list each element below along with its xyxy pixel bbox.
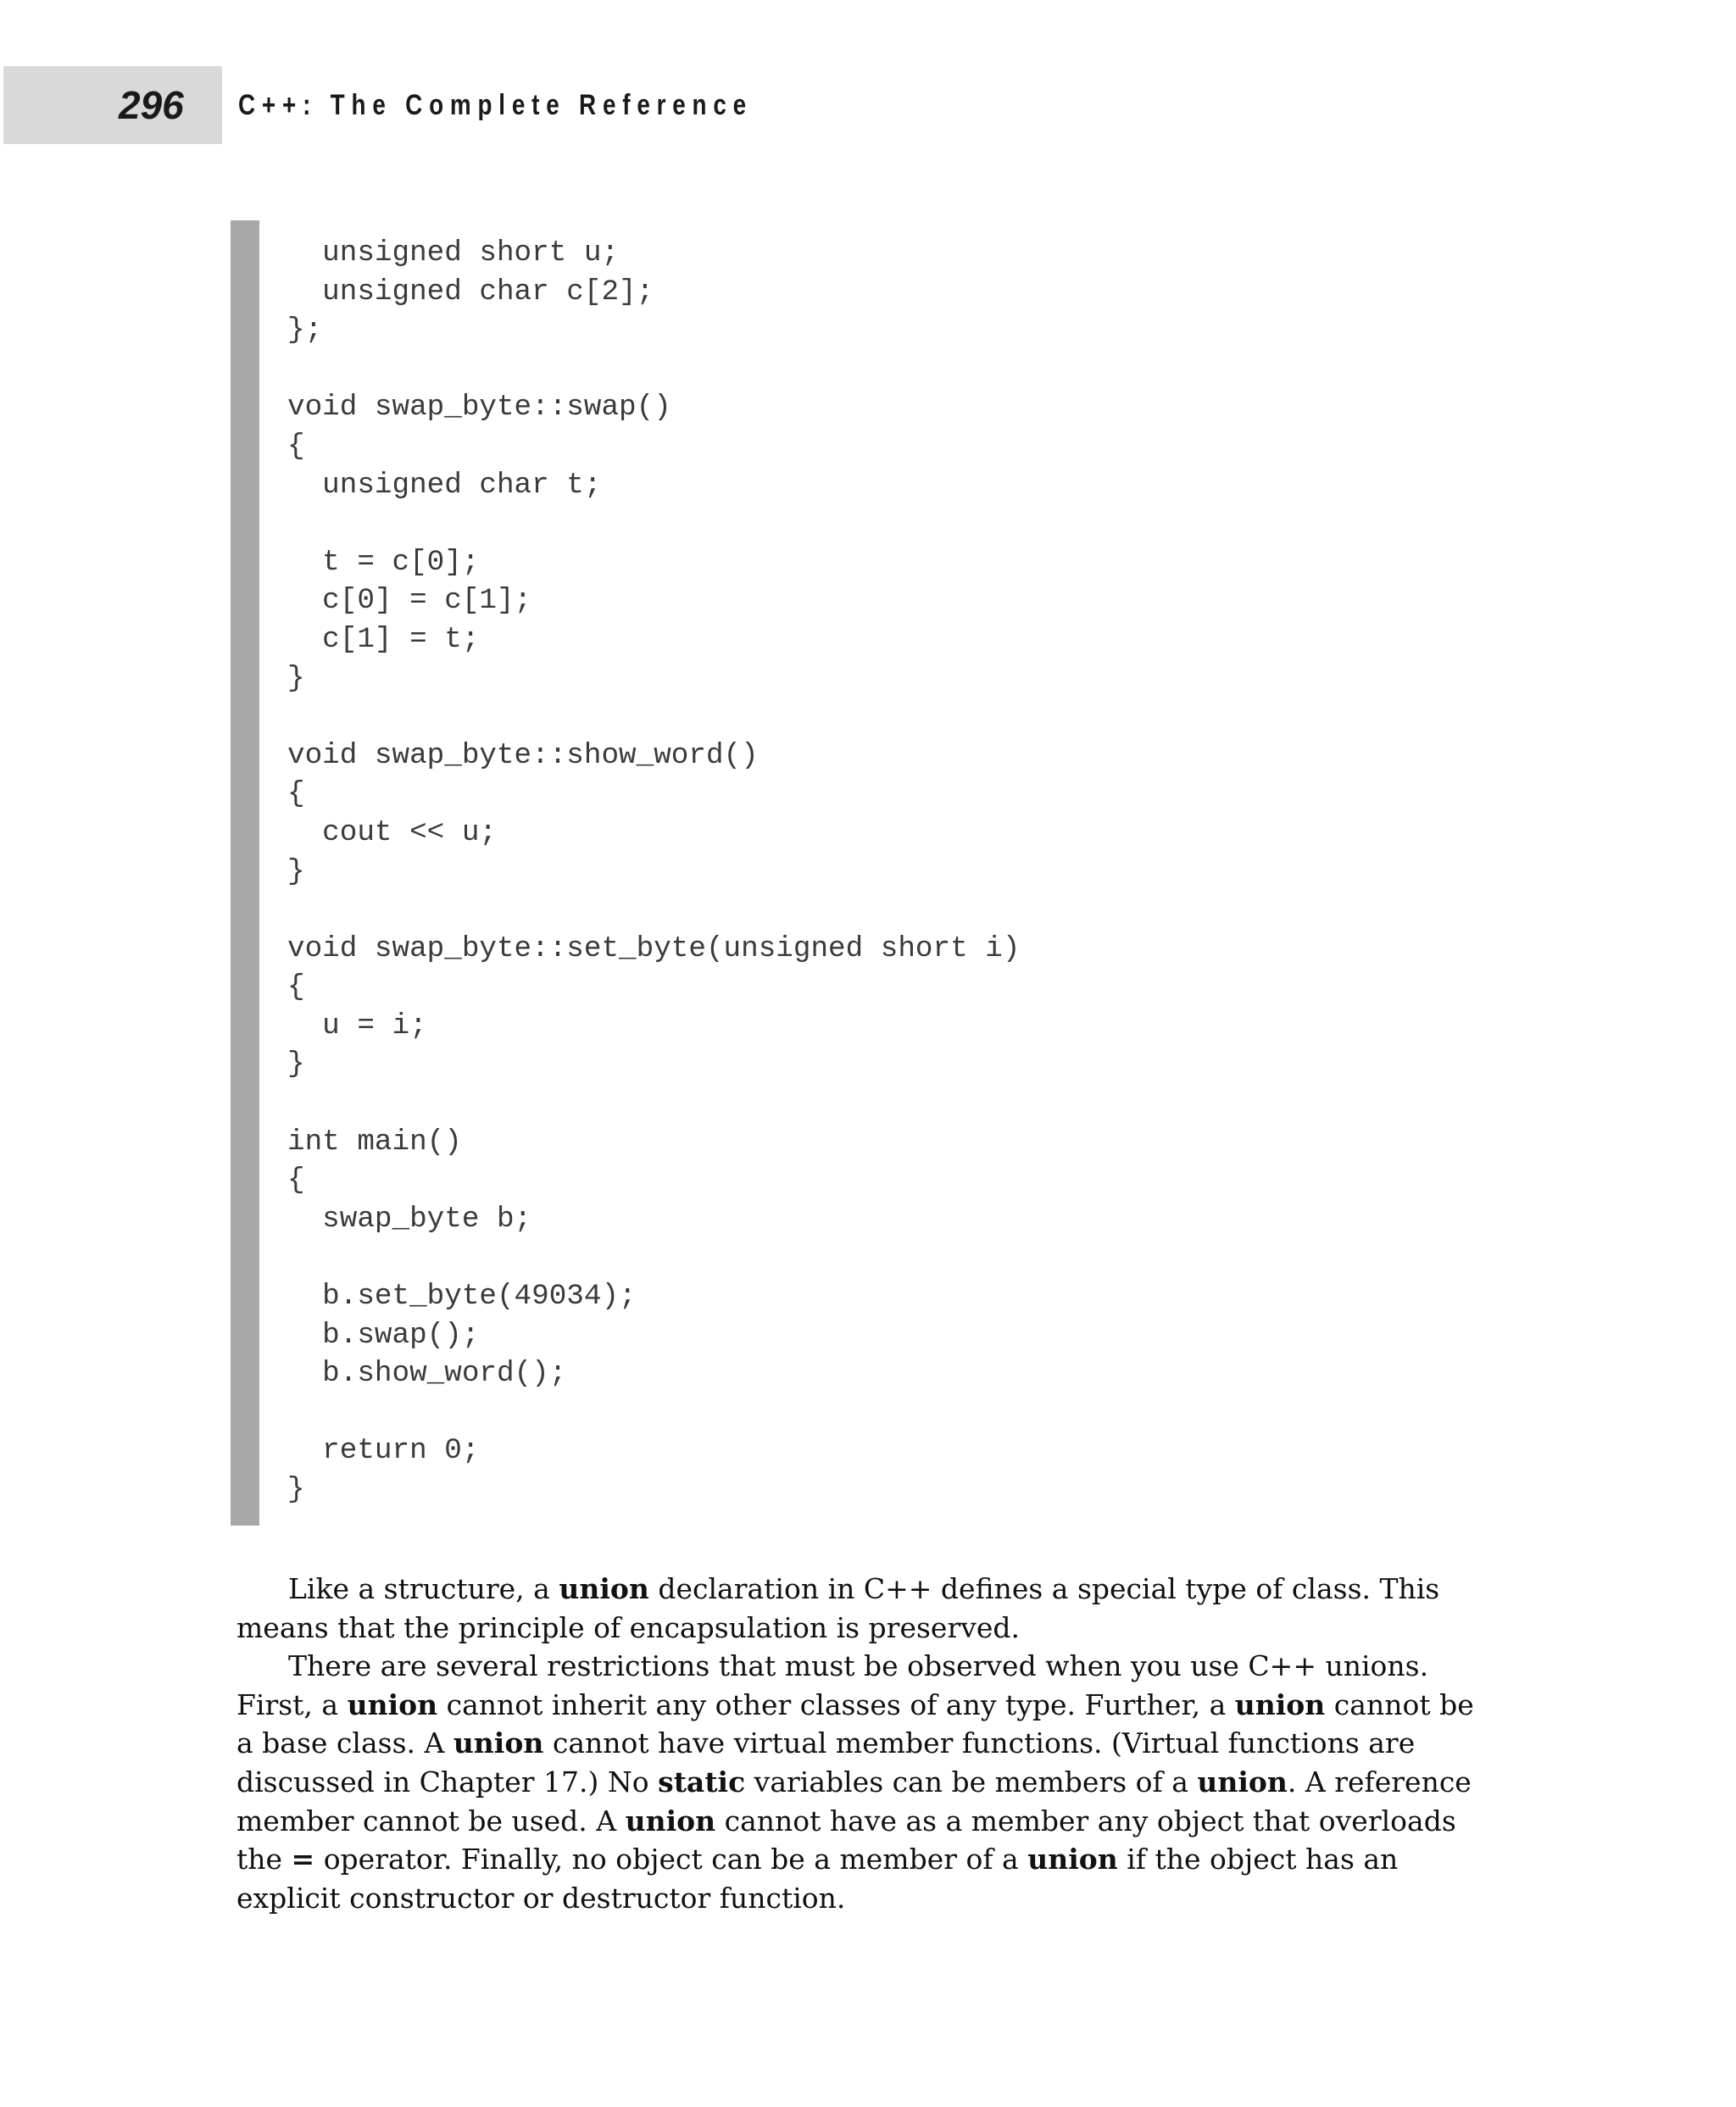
code-line: b.show_word(); <box>287 1357 567 1391</box>
text-run: cannot inherit any other classes of any type. Further, a <box>437 1687 1235 1721</box>
text-run: if the object has an explicit constructor or destructor function. <box>236 1843 1399 1915</box>
keyword-union: union <box>453 1726 544 1760</box>
code-line: void swap_byte::swap() <box>287 391 671 425</box>
keyword-union: union <box>625 1804 716 1837</box>
keyword-union: union <box>1197 1765 1288 1798</box>
code-line: void swap_byte::show_word() <box>287 738 759 772</box>
code-line: } <box>287 1473 305 1506</box>
text-run: There are several restrictions that must be observed when you use C++ unions. First, a <box>236 1649 1429 1721</box>
code-line: cout << u; <box>287 815 497 849</box>
code-line: unsigned char t; <box>287 468 602 502</box>
code-line: return 0; <box>287 1434 480 1468</box>
page-number-tab <box>3 66 222 144</box>
text-run: operator. Finally, no object can be a member of a <box>314 1843 1028 1876</box>
code-line: { <box>287 429 305 463</box>
paragraph-union-restrictions <box>236 1647 1491 1917</box>
page-header <box>0 66 1736 144</box>
keyword-union: union <box>347 1687 438 1721</box>
text-run: . A reference member cannot be used. A <box>236 1765 1472 1837</box>
page-number: 296 <box>119 83 184 127</box>
code-line: t = c[0]; <box>287 545 480 579</box>
text-run: declaration in C++ defines a special type of class. This means that the principle of encapsulation is preserved. <box>236 1572 1440 1644</box>
text-run: cannot be a base class. A <box>236 1687 1474 1760</box>
code-line: { <box>287 777 305 811</box>
keyword-union: union <box>1234 1687 1326 1721</box>
code-line: b.swap(); <box>287 1318 480 1352</box>
text-run: variables can be members of a <box>745 1765 1198 1798</box>
text-run: cannot have virtual member functions. (Virtual functions are discussed in Chapter 17.) No <box>236 1726 1416 1798</box>
code-line: } <box>287 661 305 695</box>
paragraph-union-class <box>236 1570 1491 1647</box>
code-line: swap_byte b; <box>287 1202 532 1236</box>
body-text <box>236 1570 1491 1917</box>
code-line: int main() <box>287 1125 462 1159</box>
code-line: }; <box>287 314 323 347</box>
text-run: cannot have as a member any object that overloads the <box>236 1804 1456 1876</box>
code-line: u = i; <box>287 1009 427 1042</box>
code-line: { <box>287 1164 305 1198</box>
keyword-union: union <box>559 1572 649 1605</box>
keyword-static: static <box>658 1765 746 1798</box>
code-line: unsigned short u; <box>287 236 620 270</box>
keyword-union: union <box>1027 1843 1118 1876</box>
code-line: c[0] = c[1]; <box>287 584 532 618</box>
code-line: c[1] = t; <box>287 622 480 656</box>
code-line: { <box>287 970 305 1004</box>
code-line: unsigned char c[2]; <box>287 275 654 309</box>
code-margin-bar <box>231 220 259 1526</box>
code-line: } <box>287 854 305 888</box>
code-line: } <box>287 1048 305 1081</box>
code-listing <box>287 234 1020 1509</box>
running-title: C++: The Complete Reference <box>238 89 753 121</box>
code-line: b.set_byte(49034); <box>287 1280 637 1314</box>
code-line: void swap_byte::set_byte(unsigned short i) <box>287 931 1021 965</box>
text-run: Like a structure, a <box>288 1572 559 1605</box>
keyword-equals-operator: = <box>291 1843 315 1876</box>
